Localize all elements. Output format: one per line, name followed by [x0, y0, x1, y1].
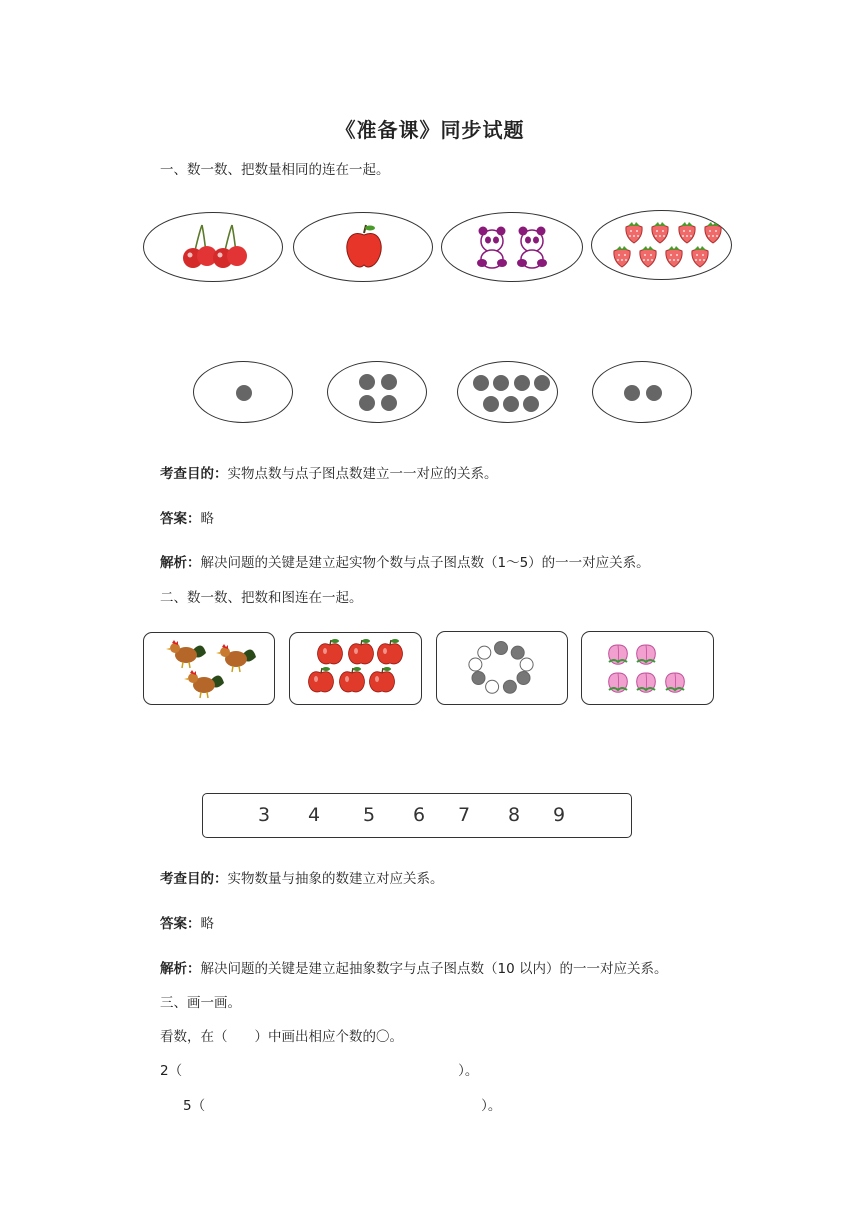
q2-answer-label: 答案：	[160, 916, 201, 932]
rooster	[184, 670, 224, 698]
dot	[473, 375, 489, 391]
bead-ring-icon	[437, 632, 569, 706]
rooster	[166, 640, 206, 668]
q1-purpose-text: 实物点数与点子图点数建立一一对应的关系。	[227, 466, 498, 482]
dot	[493, 375, 509, 391]
strawberry	[626, 222, 642, 243]
number-7[interactable]: 7	[458, 804, 471, 826]
strawberry	[652, 222, 668, 243]
q3-line-1-number: 2	[160, 1063, 169, 1079]
bead	[472, 672, 485, 685]
q3-heading: 三、画一画。	[160, 995, 241, 1011]
rooster	[216, 644, 256, 672]
peach-box	[581, 631, 714, 705]
dot-oval-3	[457, 361, 558, 423]
number-4[interactable]: 4	[308, 804, 321, 826]
dot	[381, 374, 397, 390]
rooster-box	[143, 632, 275, 705]
q1-answer-label: 答案：	[160, 511, 201, 527]
bead	[469, 658, 482, 671]
peach	[609, 673, 628, 692]
q3-instruction: 看数，在（ ）中画出相应个数的〇。	[160, 1029, 403, 1045]
panda-icon	[442, 213, 584, 283]
strawberry	[614, 246, 630, 267]
bead	[486, 680, 499, 693]
number-3[interactable]: 3	[258, 804, 271, 826]
dot	[236, 385, 252, 401]
number-strip	[202, 793, 632, 838]
q3-line-2-close: ）。	[481, 1098, 502, 1114]
q2-answer-text: 略	[200, 916, 214, 932]
q3-line-2	[183, 1094, 501, 1114]
q2-purpose	[160, 867, 444, 887]
dot	[534, 375, 550, 391]
q2-heading: 二、数一数、把数和图连在一起。	[160, 590, 363, 606]
rooster-icon	[144, 633, 276, 706]
peach	[637, 673, 656, 692]
bead	[478, 646, 491, 659]
apple-box	[289, 632, 422, 705]
cherry-icon	[144, 213, 284, 283]
page-title: 《准备课》同步试题	[335, 118, 525, 142]
apple	[309, 667, 334, 692]
number-9[interactable]: 9	[553, 804, 566, 826]
q2-analysis	[160, 957, 667, 977]
apple-icon	[290, 633, 423, 706]
q1-purpose-label: 考查目的：	[160, 466, 228, 482]
bead	[511, 646, 524, 659]
dot-oval-1	[193, 361, 293, 423]
number-6[interactable]: 6	[413, 804, 426, 826]
q3-line-1-close: ）。	[458, 1063, 479, 1079]
dot	[483, 396, 499, 412]
apple	[378, 639, 403, 664]
q2-purpose-text: 实物数量与抽象的数建立对应关系。	[227, 871, 444, 887]
dot	[514, 375, 530, 391]
bead	[495, 642, 508, 655]
apple	[318, 639, 343, 664]
dot-oval-2	[327, 361, 427, 423]
bead	[517, 672, 530, 685]
cherry-oval	[143, 212, 283, 282]
dot	[359, 374, 375, 390]
dot	[381, 395, 397, 411]
peach	[666, 673, 685, 692]
strawberry	[705, 222, 721, 243]
q2-answer	[160, 912, 214, 932]
peach	[637, 645, 656, 664]
apple-icon	[294, 213, 434, 283]
number-5[interactable]: 5	[363, 804, 376, 826]
q3-line-1	[160, 1059, 478, 1079]
dot	[624, 385, 640, 401]
apple	[340, 667, 365, 692]
peach-icon	[582, 632, 715, 706]
peach	[609, 645, 628, 664]
q3-line-2-number: 5	[183, 1098, 192, 1114]
dot-oval-4	[592, 361, 692, 423]
strawberry	[679, 222, 695, 243]
strawberry	[666, 246, 682, 267]
dot	[503, 396, 519, 412]
apple	[370, 667, 395, 692]
strawberry	[640, 246, 656, 267]
q1-analysis	[160, 551, 650, 571]
strawberry-icon	[592, 211, 733, 281]
q1-heading: 一、数一数、把数量相同的连在一起。	[160, 162, 390, 178]
q1-answer	[160, 507, 214, 527]
apple-oval	[293, 212, 433, 282]
bead	[520, 658, 533, 671]
q2-purpose-label: 考查目的：	[160, 871, 228, 887]
strawberry-oval	[591, 210, 732, 280]
panda-oval	[441, 212, 583, 282]
dot	[646, 385, 662, 401]
q3-line-2-open: （	[191, 1098, 206, 1114]
dot	[523, 396, 539, 412]
strawberry	[692, 246, 708, 267]
q1-answer-text: 略	[200, 511, 214, 527]
q1-analysis-label: 解析：	[160, 555, 201, 571]
q1-purpose	[160, 462, 498, 482]
bead	[503, 680, 516, 693]
q2-analysis-text: 解决问题的关键是建立起抽象数字与点子图点数（10 以内）的一一对应关系。	[200, 961, 668, 977]
apple	[349, 639, 374, 664]
bead-ring-box	[436, 631, 568, 705]
q2-analysis-label: 解析：	[160, 961, 201, 977]
q1-analysis-text: 解决问题的关键是建立起实物个数与点子图点数（1～5）的一一对应关系。	[200, 555, 650, 571]
q3-line-1-open: （	[168, 1063, 183, 1079]
dot	[359, 395, 375, 411]
number-8[interactable]: 8	[508, 804, 521, 826]
